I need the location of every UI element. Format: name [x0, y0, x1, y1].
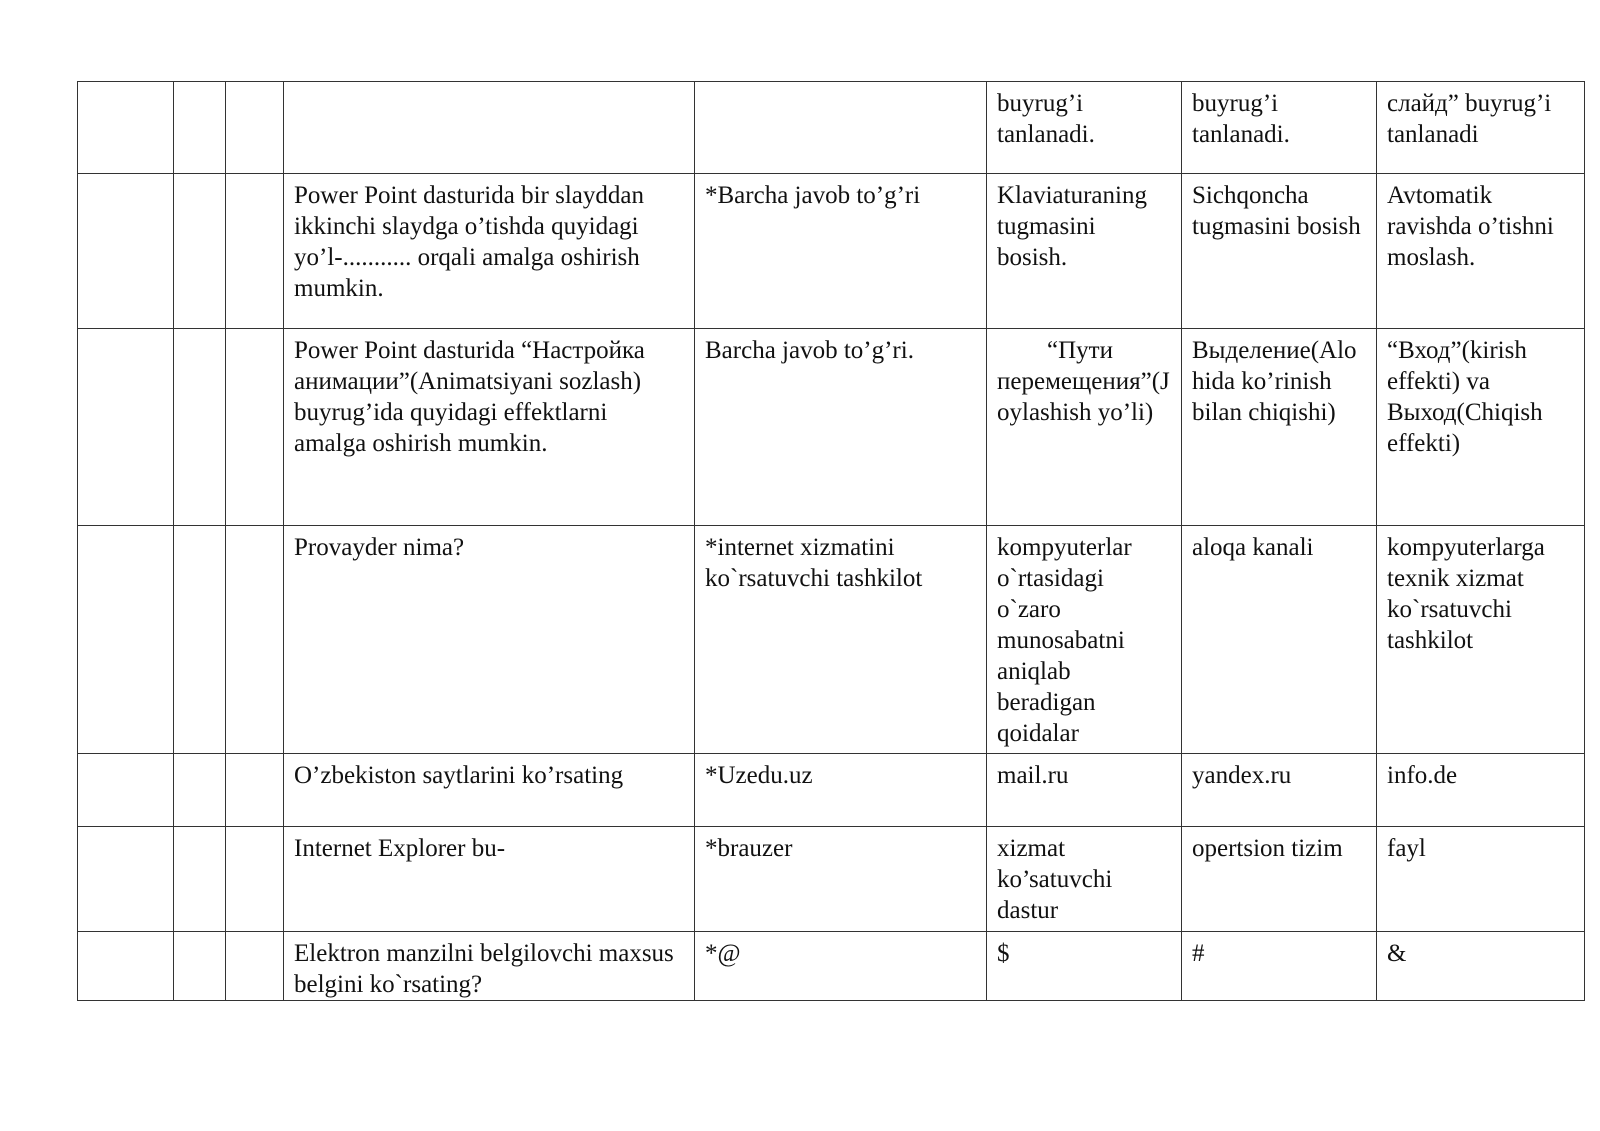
distractor-cell: buyrug’i tanlanadi. [1182, 82, 1377, 174]
distractor-cell: xizmat ko’satuvchi dastur [987, 827, 1182, 932]
question-cell: Power Point dasturida “Настройка анимации”(Animatsiyani sozlash) buyrug’ida quyidagi effektlarni amalga oshirish mumkin. [284, 329, 695, 526]
question-cell: Power Point dasturida bir slayddan ikkinchi slaydga o’tishda quyidagi yo’l-........... orqali amalga oshirish mumkin. [284, 174, 695, 329]
empty-cell [174, 827, 226, 932]
number-cell [78, 932, 174, 1001]
distractor-cell: mail.ru [987, 754, 1182, 827]
empty-cell [226, 754, 284, 827]
table-row [78, 82, 1585, 174]
question-cell: Internet Explorer bu- [284, 827, 695, 932]
distractor-cell: fayl [1377, 827, 1585, 932]
distractor-cell: $ [987, 932, 1182, 1001]
question-cell: Elektron manzilni belgilovchi maxsus belgini ko`rsating? [284, 932, 695, 1001]
number-cell [78, 526, 174, 754]
distractor-cell: yandex.ru [1182, 754, 1377, 827]
distractor-cell: kompyuterlar o`rtasidagi o`zaro munosabatni aniqlab beradigan qoidalar [987, 526, 1182, 754]
distractor-cell: aloqa kanali [1182, 526, 1377, 754]
distractor-cell: Sichqoncha tugmasini bosish [1182, 174, 1377, 329]
answer-cell [695, 82, 987, 174]
empty-cell [174, 526, 226, 754]
number-cell [78, 754, 174, 827]
table-row [78, 932, 1585, 1001]
answer-cell: *@ [695, 932, 987, 1001]
table-row [78, 754, 1585, 827]
distractor-cell: info.de [1377, 754, 1585, 827]
distractor-cell: opertsion tizim [1182, 827, 1377, 932]
empty-cell [174, 932, 226, 1001]
question-cell [284, 82, 695, 174]
distractor-cell: & [1377, 932, 1585, 1001]
number-cell [78, 329, 174, 526]
empty-cell [174, 754, 226, 827]
distractor-cell [987, 329, 1182, 526]
distractor-cell: слайд” buyrug’i tanlanadi [1377, 82, 1585, 174]
number-cell [78, 82, 174, 174]
answer-cell: *Barcha javob to’g’ri [695, 174, 987, 329]
empty-cell [226, 82, 284, 174]
question-cell: Provayder nima? [284, 526, 695, 754]
distractor-cell: # [1182, 932, 1377, 1001]
answer-cell: *brauzer [695, 827, 987, 932]
table-row [78, 526, 1585, 754]
distractor-cell: Выделение(Alohida ko’rinish bilan chiqishi) [1182, 329, 1377, 526]
distractor-text: “Пути перемещения”(Joylashish yo’li) [997, 337, 1170, 426]
empty-cell [226, 526, 284, 754]
answer-cell: Barcha javob to’g’ri. [695, 329, 987, 526]
distractor-cell: buyrug’i tanlanadi. [987, 82, 1182, 174]
distractor-cell: Klaviaturaning tugmasini bosish. [987, 174, 1182, 329]
empty-cell [174, 82, 226, 174]
table-row [78, 329, 1585, 526]
empty-cell [174, 174, 226, 329]
empty-cell [226, 827, 284, 932]
answer-cell: *Uzedu.uz [695, 754, 987, 827]
number-cell [78, 827, 174, 932]
quiz-table [77, 81, 1585, 1001]
empty-cell [226, 174, 284, 329]
distractor-cell: “Вход”(kirish effekti) va Выход(Chiqish effekti) [1377, 329, 1585, 526]
empty-cell [174, 329, 226, 526]
number-cell [78, 174, 174, 329]
answer-cell: *internet xizmatini ko`rsatuvchi tashkilot [695, 526, 987, 754]
table-row [78, 827, 1585, 932]
table-row [78, 174, 1585, 329]
empty-cell [226, 329, 284, 526]
question-cell: O’zbekiston saytlarini ko’rsating [284, 754, 695, 827]
distractor-cell: Avtomatik ravishda o’tishni moslash. [1377, 174, 1585, 329]
distractor-cell: kompyuterlarga texnik xizmat ko`rsatuvchi tashkilot [1377, 526, 1585, 754]
empty-cell [226, 932, 284, 1001]
